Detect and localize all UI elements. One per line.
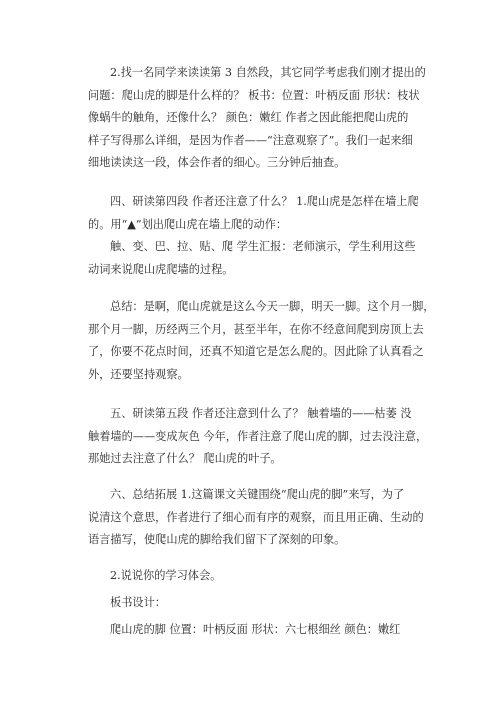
text-line: 总结：是啊，爬山虎就是这么今天一脚，明天一脚。这个月一脚， (110, 300, 435, 313)
text-line: 语言描写，使爬山虎的脚给我们留下了深刻的印象。 (88, 533, 346, 547)
paragraph-7 (88, 592, 428, 615)
text-line: 触着墙的——变成灰色 今年，作者注意了爬山虎的脚，过去没注意， (88, 429, 428, 443)
text-line: 样子写得那么详细，是因为作者——“注意观察了”。我们一起来细 (88, 133, 413, 147)
text-line: 五、研读第五段 作者还注意到什么了？ 触着墙的——枯萎 没 (110, 407, 412, 420)
text-line: 四、研读第四段 作者还注意了什么？ 1.爬山虎是怎样在墙上爬 (110, 195, 419, 208)
paragraph-6 (88, 565, 428, 588)
text-line: 问题：爬山虎的脚是什么样的？ 板书：位置：叶柄反面 形状：枝状 (88, 88, 420, 102)
text-line: 动词来说爬山虎爬墙的过程。 (88, 262, 234, 276)
text-line: 那个月一脚，历经两三个月，甚至半年，在你不经意间爬到房顶上去 (88, 322, 424, 336)
text-line: 说清这个意思，作者进行了细心而有序的观察，而且用正确、生动的 (88, 510, 424, 524)
text-line: 2.找一名同学来读读第 3 自然段，其它同学考虑我们刚才提出的 (110, 66, 426, 79)
text-line: 爬山虎的脚 位置：叶柄反面 形状：六七根细丝 颜色：嫩红 (110, 623, 401, 636)
paragraph-2 (88, 191, 428, 281)
text-line: 了，你要不花点时间，还真不知道它是怎么爬的。因此除了认真看之 (88, 345, 424, 359)
text-line: 六、总结拓展 1.这篇课文关键围绕“爬山虎的脚”来写，为了 (110, 488, 405, 501)
text-line: 的。用“▲”划出爬山虎在墙上爬的动作： (88, 217, 288, 231)
text-line: 那她过去注意了什么？ 爬山虎的叶子。 (88, 452, 282, 466)
paragraph-4 (88, 403, 428, 471)
paragraph-3 (88, 296, 435, 386)
paragraph-1 (88, 62, 428, 175)
text-line: 外，还要坚持观察。 (88, 367, 189, 381)
text-line: 板书设计： (110, 596, 166, 609)
text-line: 触、变、巴、拉、贴、爬 学生汇报：老师演示，学生利用这些 (110, 240, 416, 254)
text-line: 细地读读这一段，体会作者的细心。三分钟后抽查。 (88, 156, 346, 170)
paragraph-5 (88, 484, 428, 552)
text-line: 像蜗牛的触角，还像什么？ 颜色：嫩红 作者之因此能把爬山虎的 (88, 111, 409, 125)
text-line: 2.说说你的学习体会。 (110, 569, 222, 582)
paragraph-8 (88, 619, 428, 642)
